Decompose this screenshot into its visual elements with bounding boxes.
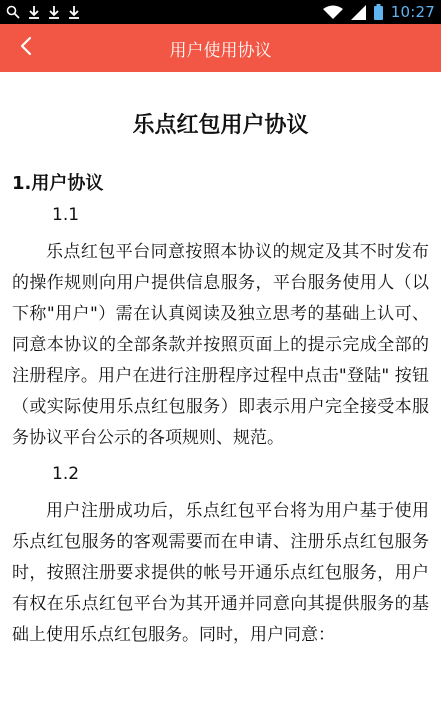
section-heading: 1.用户协议: [12, 173, 104, 194]
signal-icon: [351, 5, 366, 20]
clause-text: 用户注册成功后，乐点红包平台将为用户基于使用乐点红包服务的客观需要而在申请、注册乐点红包服务时，按照注册要求提供的帐号开通乐点红包服务，用户有权在乐点红包平台为其开通并同意向其提供服务的基础上使用乐点红包服务。同时，用户同意：: [12, 501, 429, 645]
page-title: 用户使用协议: [169, 40, 272, 61]
clock: 10:27: [390, 3, 435, 21]
document-title: 乐点红包用户协议: [132, 113, 309, 138]
wifi-icon: [323, 5, 343, 20]
search-icon: [6, 5, 20, 19]
agreement-content[interactable]: [0, 72, 441, 706]
status-bar: [0, 0, 441, 24]
back-button[interactable]: [10, 32, 42, 64]
download-icon: [28, 5, 40, 19]
clause-number: 1.1: [52, 205, 80, 225]
status-bar-right: [323, 0, 435, 24]
chevron-left-icon: [20, 36, 32, 60]
clause-number: 1.2: [52, 464, 80, 484]
download-icon: [68, 5, 80, 19]
status-bar-left: [6, 0, 80, 24]
battery-icon: [374, 4, 383, 20]
download-icon: [48, 5, 60, 19]
app-bar: [0, 24, 441, 72]
clause-text: 乐点红包平台同意按照本协议的规定及其不时发布的操作规则向用户提供信息服务，平台服务使用人（以下称"用户"）需在认真阅读及独立思考的基础上认可、同意本协议的全部条款并按照页面上的提示完成全部的注册程序。用户在进行注册程序过程中点击"登陆" 按钮（或实际使用乐点红包服务）即表示用户完全接受本服务协议平台公示的各项规则、规范。: [12, 242, 429, 448]
